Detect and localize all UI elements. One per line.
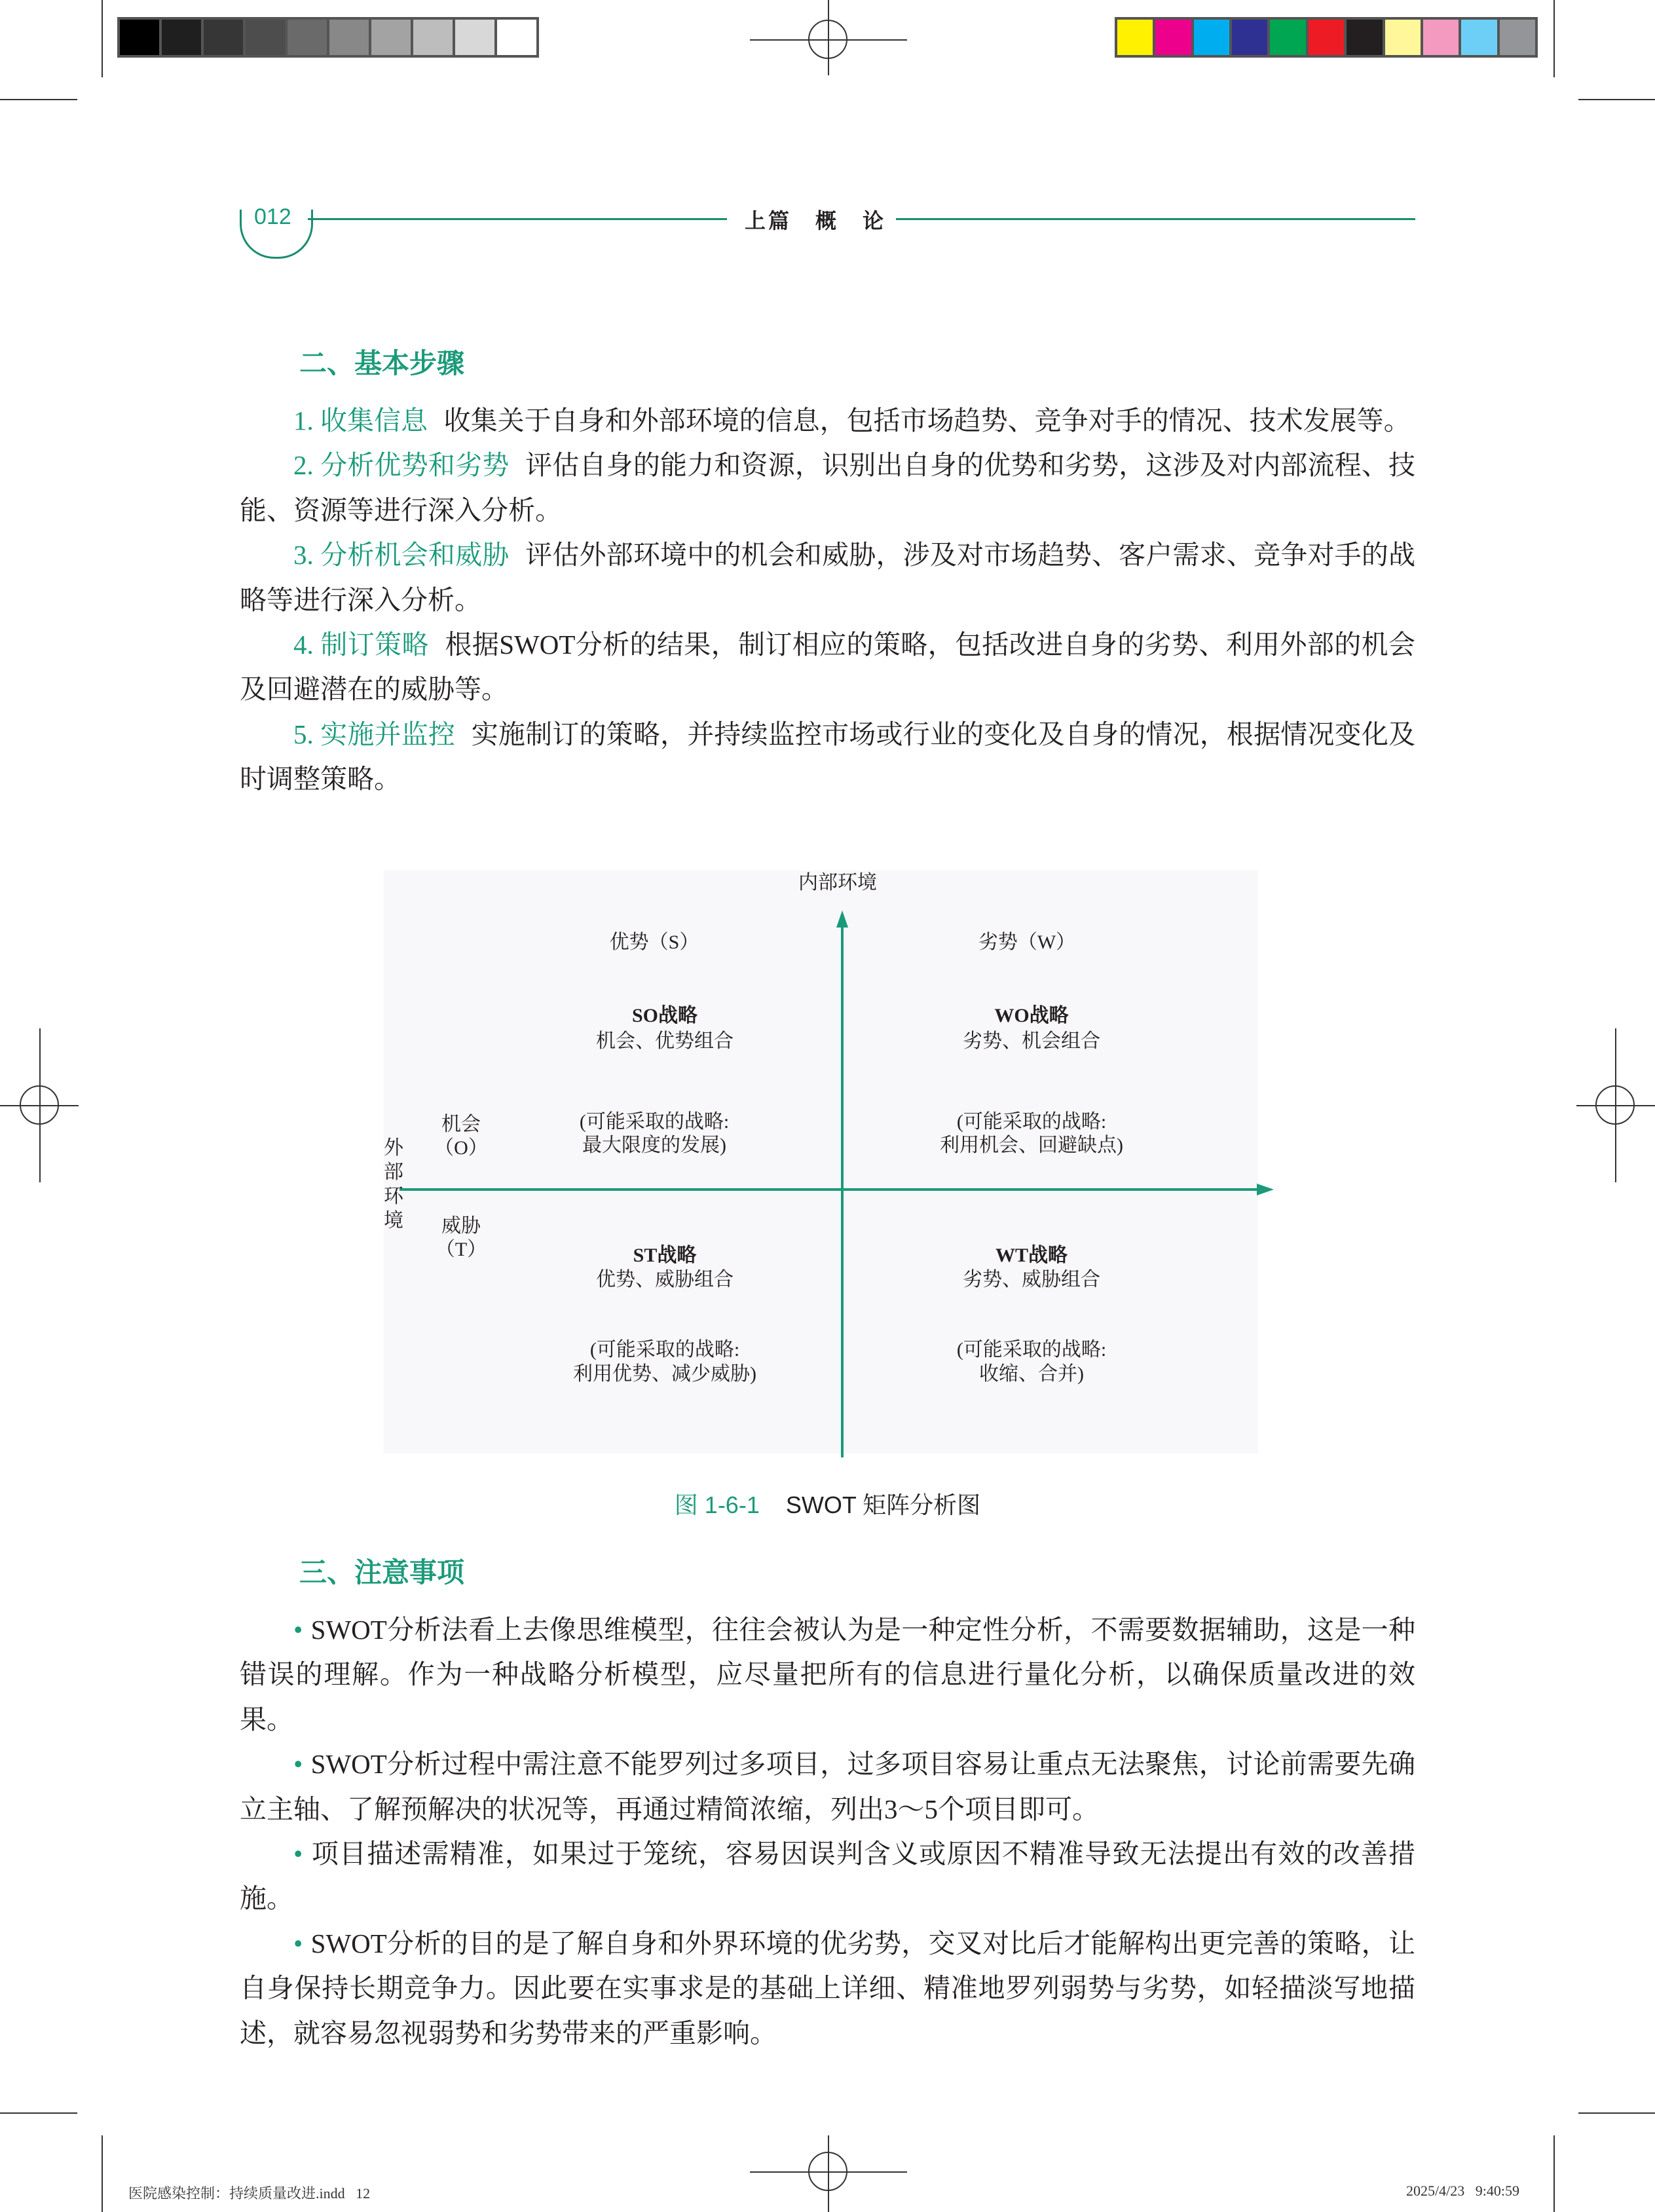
- opportunities-code: （O）: [434, 1137, 488, 1159]
- step-label: 4. 制订策略: [293, 629, 429, 660]
- bullet-icon: •: [293, 1615, 303, 1645]
- st-note-1: (可能采取的战略:: [589, 1339, 740, 1360]
- caption-number: 图 1-6-1: [674, 1491, 760, 1518]
- so-subtitle: 机会、优势组合: [596, 1030, 734, 1052]
- so-title: SO战略: [631, 1005, 698, 1026]
- x-axis-label-char: 境: [384, 1210, 403, 1231]
- bullet-icon: •: [293, 1839, 303, 1869]
- wt-title: WT战略: [995, 1245, 1068, 1266]
- bullet-icon: •: [293, 1749, 303, 1780]
- note-text: SWOT分析的目的是了解自身和外界环境的优劣势，交叉对比后才能解构出更完善的策略，让自身保持长期竞争力。因此要在实事求是的基础上详细、精准地罗列弱势与劣势，如轻描淡写地描述，就容易忽视弱势和劣势带来的严重影响。: [240, 1928, 1415, 2048]
- wo-title: WO战略: [994, 1005, 1069, 1026]
- running-title: 上篇 概 论: [745, 209, 887, 233]
- note-item: [240, 1742, 1415, 1831]
- step-text: 收集关于自身和外部环境的信息，包括市场趋势、竞争对手的情况、技术发展等。: [443, 405, 1411, 436]
- note-text: 项目描述需精准，如果过于笼统，容易因误判含义或原因不精准导致无法提出有效的改善措施。: [240, 1839, 1415, 1914]
- caption-title: SWOT 矩阵分析图: [785, 1491, 981, 1518]
- so-note-1: (可能采取的战略:: [579, 1111, 730, 1133]
- figure-caption: [0, 1487, 1655, 1520]
- strengths-label: 优势（S）: [609, 931, 699, 953]
- step-label: 2. 分析优势和劣势: [293, 450, 510, 481]
- threats-code: （T）: [435, 1239, 487, 1260]
- opportunities-label: 机会: [441, 1114, 481, 1135]
- wo-note-2: 利用机会、回避缺点): [940, 1134, 1123, 1156]
- section-heading: 三、注意事项: [299, 1557, 465, 1588]
- bullet-icon: •: [293, 1928, 303, 1959]
- y-axis-label: 内部环境: [798, 872, 877, 893]
- note-text: SWOT分析法看上去像思维模型，往往会被认为是一种定性分析，不需要数据辅助，这是一种错误的理解。作为一种战略分析模型，应尽量把所有的信息进行量化分析，以确保质量改进的效果。: [240, 1615, 1415, 1734]
- x-axis-label-char: 部: [384, 1161, 403, 1183]
- note-item: [240, 1831, 1415, 1921]
- arrow-right-icon: [1257, 1184, 1274, 1195]
- timestamp: 2025/4/23 9:40:59: [1406, 2183, 1519, 2199]
- page-number: 012: [254, 204, 291, 229]
- note-item: [240, 1921, 1415, 2055]
- weaknesses-label: 劣势（W）: [978, 931, 1076, 953]
- st-title: ST战略: [633, 1245, 697, 1266]
- wt-note-1: (可能采取的战略:: [956, 1339, 1107, 1360]
- file-info: 医院感染控制：持续质量改进.indd 12: [128, 2185, 371, 2202]
- step-text: 根据SWOT分析的结果，制订相应的策略，包括改进自身的劣势、利用外部的机会及回避潜在的威胁等。: [240, 629, 1415, 705]
- x-axis-label-char: 外: [384, 1137, 403, 1159]
- wt-note-2: 收缩、合并): [979, 1363, 1084, 1385]
- note-item: [240, 1607, 1415, 1742]
- so-note-2: 最大限度的发展): [582, 1134, 726, 1156]
- section-heading: 二、基本步骤: [299, 348, 465, 379]
- st-note-2: 利用优势、减少威胁): [573, 1363, 756, 1385]
- step-label: 5. 实施并监控: [293, 719, 456, 749]
- step-label: 1. 收集信息: [293, 405, 428, 436]
- threats-label: 威胁: [441, 1215, 481, 1237]
- st-subtitle: 优势、威胁组合: [596, 1269, 734, 1290]
- wo-note-1: (可能采取的战略:: [956, 1111, 1107, 1133]
- notes-list: [240, 1607, 1415, 2055]
- step-label: 3. 分析机会和威胁: [293, 540, 510, 571]
- step-text: 评估自身的能力和资源，识别出自身的优势和劣势，这涉及对内部流程、技能、资源等进行深入分析。: [240, 450, 1415, 525]
- arrow-up-icon: [836, 910, 848, 928]
- note-text: SWOT分析过程中需注意不能罗列过多项目，过多项目容易让重点无法聚焦，讨论前需要先确立主轴、了解预解决的状况等，再通过精简浓缩，列出3～5个项目即可。: [240, 1749, 1415, 1824]
- x-axis-label-char: 环: [384, 1186, 403, 1207]
- step-text: 评估外部环境中的机会和威胁，涉及对市场趋势、客户需求、竞争对手的战略等进行深入分析。: [240, 540, 1415, 615]
- wo-subtitle: 劣势、机会组合: [963, 1030, 1100, 1052]
- step-text: 实施制订的策略，并持续监控市场或行业的变化及自身的情况，根据情况变化及时调整策略。: [240, 719, 1416, 795]
- wt-subtitle: 劣势、威胁组合: [963, 1269, 1100, 1290]
